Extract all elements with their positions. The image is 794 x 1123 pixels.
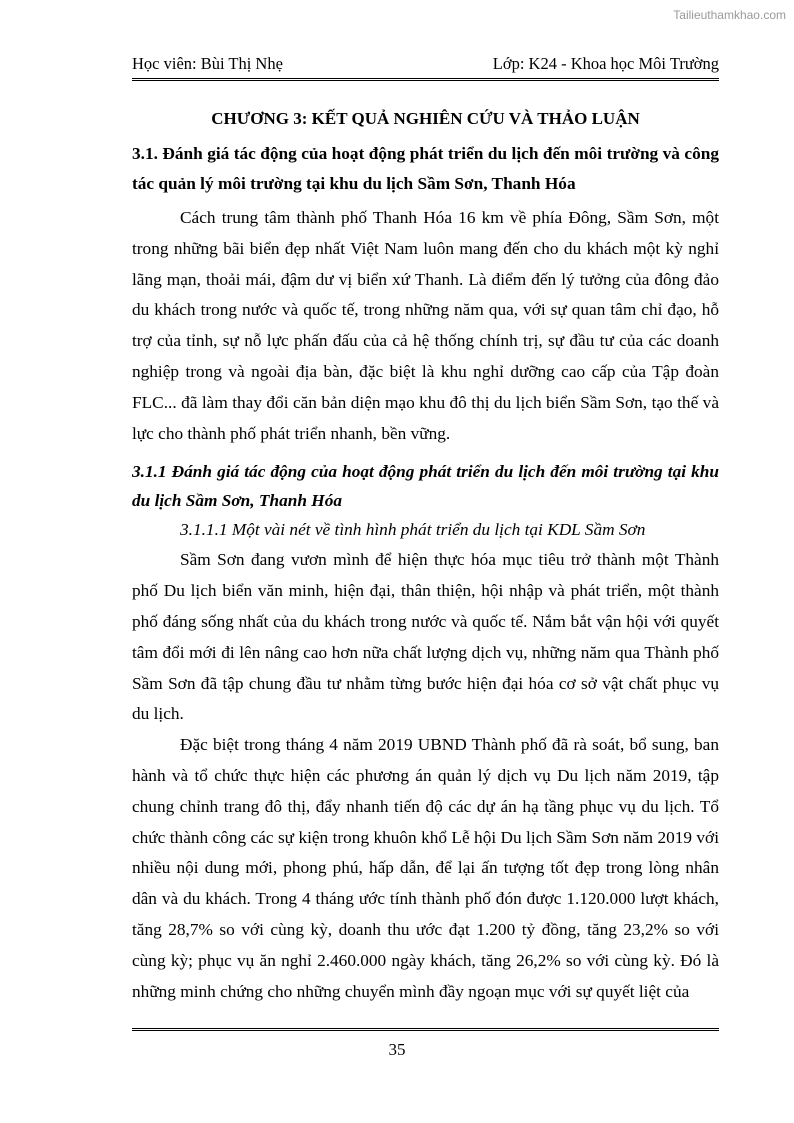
paragraph-1: Cách trung tâm thành phố Thanh Hóa 16 km về phía Đông, Sầm Sơn, một trong những bãi biển đẹp nhất Việt Nam luôn mang đến cho du khách một kỳ nghỉ lãng mạn, thoải mái, đậm dư vị biển xứ Thanh. Là điểm đến lý tưởng của đông đảo du khách trong nước và quốc tế, trong những năm qua, với sự quan tâm chỉ đạo, hỗ trợ của tỉnh, sự nỗ lực phấn đấu của cả hệ thống chính trị, sự đầu tư của các doanh nghiệp trong và ngoài địa bàn, đặc biệt là khu nghỉ dưỡng cao cấp của Tập đoàn FLC... đã làm thay đổi căn bản diện mạo khu đô thị du lịch biển Sầm Sơn, tạo thế và lực cho thành phố phát triển nhanh, bền vững. [132, 208, 719, 443]
page-number: 35 [388, 1040, 406, 1059]
section-heading-3-1-1: 3.1.1 Đánh giá tác động của hoạt động phát triển du lịch đến môi trường tại khu du lịch Sầm Sơn, Thanh Hóa [132, 462, 719, 511]
paragraph-3: Đặc biệt trong tháng 4 năm 2019 UBND Thành phố đã rà soát, bổ sung, ban hành và tổ chức thực hiện các phương án quản lý dịch vụ Du lịch năm 2019, tập chung chỉnh trang đô thị, đẩy nhanh tiến độ các dự án hạ tầng phục vụ du lịch. Tổ chức thành công các sự kiện trong khuôn khổ Lễ hội Du lịch Sầm Sơn năm 2019 với nhiều nội dung mới, phong phú, hấp dẫn, để lại ấn tượng tốt đẹp trong lòng nhân dân và du khách. Trong 4 tháng ước tính thành phố đón được 1.120.000 lượt khách, tăng 28,7% so với cùng kỳ, doanh thu ước đạt 1.200 tỷ đồng, tăng 23,2% so với cùng kỳ; phục vụ ăn nghỉ 2.460.000 ngày khách, tăng 26,2% so với cùng kỳ. Đó là những minh chứng cho những chuyển mình đầy ngoạn mục với sự quyết liệt của [132, 735, 719, 1001]
section-heading-3-1: 3.1. Đánh giá tác động của hoạt động phát triển du lịch đến môi trường và công tác quản lý môi trường tại khu du lịch Sầm Sơn, Thanh Hóa [132, 144, 719, 193]
watermark: Tailieuthamkhao.com [673, 8, 786, 22]
header-class: Lớp: K24 - Khoa học Môi Trường [492, 54, 719, 73]
page-content [132, 108, 719, 1007]
header-student: Học viên: Bùi Thị Nhẹ [132, 54, 283, 73]
page-header [132, 46, 719, 81]
paragraph-2: Sầm Sơn đang vươn mình để hiện thực hóa mục tiêu trở thành một Thành phố Du lịch biển văn minh, hiện đại, thân thiện, hội nhập và phát triển, một thành phố đáng sống nhất của du khách trong nước và quốc tế. Nắm bắt vận hội với quyết tâm đổi mới đi lên nâng cao hơn nữa chất lượng dịch vụ, những năm qua Thành phố Sầm Sơn đã tập chung đầu tư nhằm từng bước hiện đại hóa cơ sở vật chất phục vụ du lịch. [132, 550, 719, 724]
section-heading-3-1-1-1: 3.1.1.1 Một vài nét về tình hình phát triển du lịch tại KDL Sầm Sơn [180, 520, 646, 540]
chapter-title: CHƯƠNG 3: KẾT QUẢ NGHIÊN CỨU VÀ THẢO LUẬN [211, 109, 640, 128]
footer-divider [132, 1028, 719, 1031]
